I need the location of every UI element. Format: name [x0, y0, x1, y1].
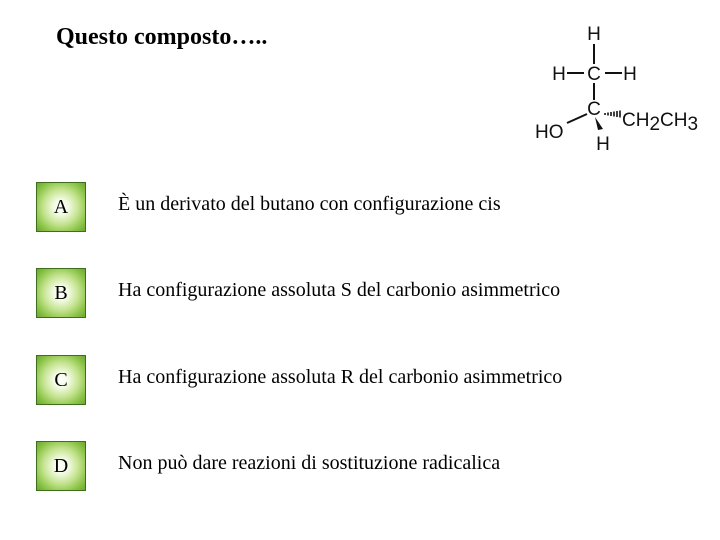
option-d-letter-box[interactable]: D — [36, 441, 86, 491]
option-d[interactable] — [36, 441, 706, 493]
option-c-text[interactable]: Ha configurazione assoluta R del carbonio asimmetrico — [118, 366, 563, 388]
option-d-text[interactable]: Non può dare reazioni di sostituzione radicalica — [118, 452, 501, 474]
option-b-text[interactable]: Ha configurazione assoluta S del carbonio asimmetrico — [118, 279, 561, 301]
option-a-text[interactable]: È un derivato del butano con configurazione cis — [118, 193, 501, 215]
hashed-wedge-bond — [605, 111, 620, 118]
atom-h-top: H — [587, 24, 601, 45]
atom-h-left: H — [552, 64, 566, 85]
option-a-letter-box[interactable]: A — [36, 182, 86, 232]
option-c-letter-box[interactable]: C — [36, 355, 86, 405]
atom-c-upper: C — [587, 64, 601, 85]
structural-formula — [525, 20, 715, 160]
atom-c-chiral: C — [587, 99, 601, 120]
group-ethyl — [622, 110, 698, 135]
question-title: Questo composto….. — [56, 24, 268, 50]
atom-h-right: H — [623, 64, 637, 85]
option-b[interactable] — [36, 268, 706, 320]
option-a[interactable] — [36, 182, 706, 234]
subscript-3: 3 — [687, 114, 699, 135]
atom-ho: HO — [535, 122, 564, 143]
option-b-letter-box[interactable]: B — [36, 268, 86, 318]
bond-c-oh — [567, 114, 587, 123]
atom-h-bottom: H — [596, 134, 610, 155]
group-ch3: CH — [660, 110, 688, 131]
group-ch2: CH — [622, 110, 650, 131]
subscript-2: 2 — [649, 114, 661, 135]
option-c[interactable] — [36, 355, 706, 407]
